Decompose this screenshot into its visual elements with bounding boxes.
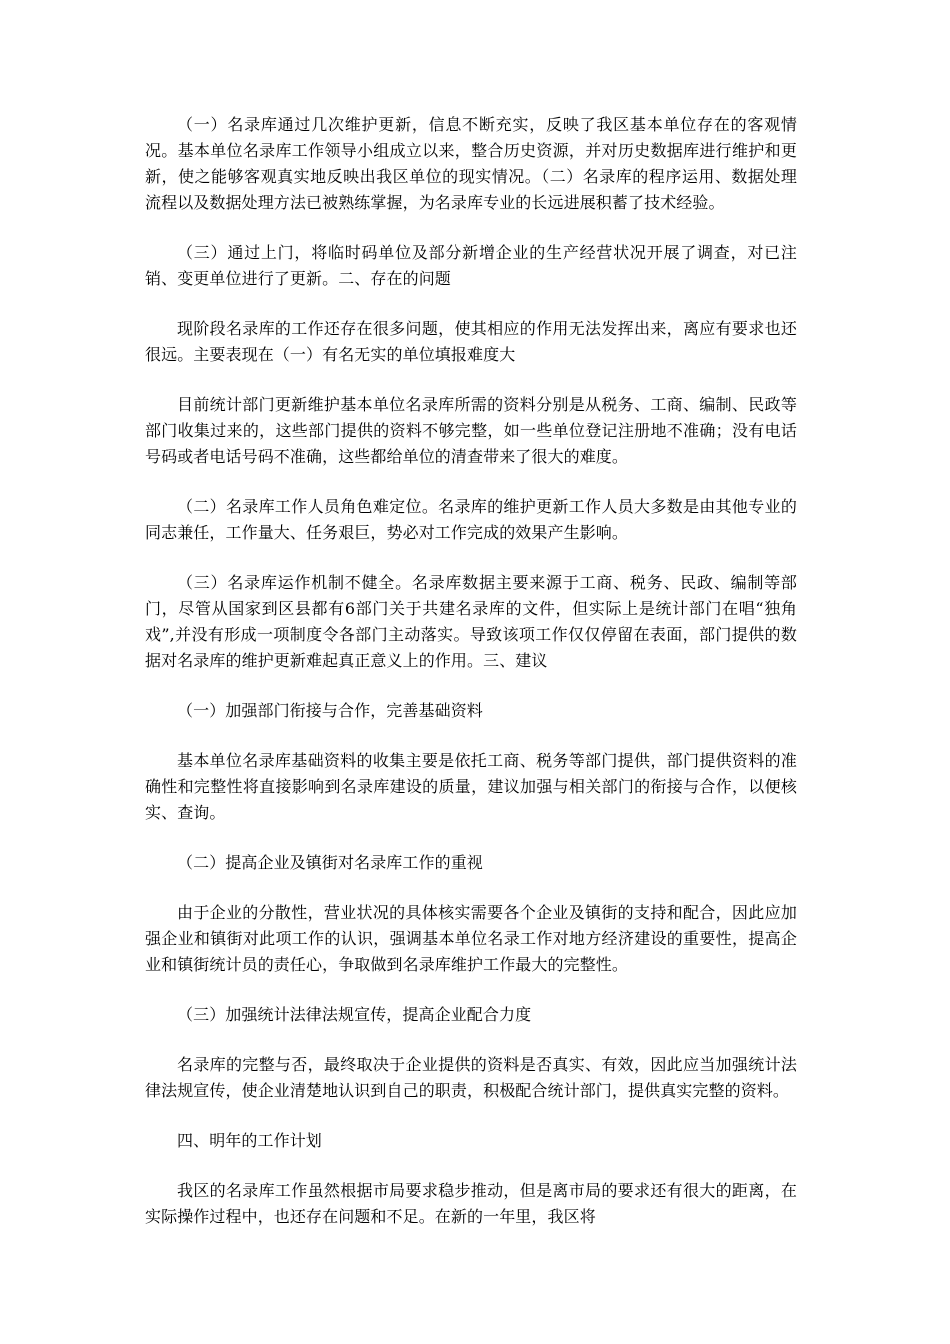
paragraph-1: （一）名录库通过几次维护更新，信息不断充实，反映了我区基本单位存在的客观情况。基本单位名录库工作领导小组成立以来，整合历史资源，并对历史数据库进行维护和更新，使之能够客观真实地反映出我区单位的现实情况。（二）名录库的程序运用、数据处理流程以及数据处理方法已被熟练掌握，为名录库专业的长远进展积蓄了技术经验。 (145, 115, 797, 212)
document-page (145, 112, 797, 1230)
section-heading-2: （二）提高企业及镇街对名录库工作的重视 (177, 853, 483, 872)
section-heading-3: （三）加强统计法律法规宣传，提高企业配合力度 (177, 1005, 532, 1024)
paragraph-9: 名录库的完整与否，最终取决于企业提供的资料是否真实、有效，因此应当加强统计法律法规宣传，使企业清楚地认识到自己的职责，积极配合统计部门，提供真实完整的资料。 (145, 1055, 797, 1100)
paragraph-4: 目前统计部门更新维护基本单位名录库所需的资料分别是从税务、工商、编制、民政等部门收集过来的，这些部门提供的资料不够完整，如一些单位登记注册地不准确；没有电话号码或者电话号码不准确，这些都给单位的清查带来了很大的难度。 (145, 395, 797, 466)
paragraph-3: 现阶段名录库的工作还存在很多问题，使其相应的作用无法发挥出来，离应有要求也还很远。主要表现在（一）有名无实的单位填报难度大 (145, 319, 797, 364)
paragraph-7: 基本单位名录库基础资料的收集主要是依托工商、税务等部门提供，部门提供资料的准确性和完整性将直接影响到名录库建设的质量，建议加强与相关部门的衔接与合作，以便核实、查询。 (145, 751, 797, 822)
paragraph-10: 我区的名录库工作虽然根据市局要求稳步推动，但是离市局的要求还有很大的距离，在实际操作过程中，也还存在问题和不足。在新的一年里，我区将 (145, 1181, 797, 1226)
section-heading-4: 四、明年的工作计划 (177, 1131, 322, 1150)
paragraph-8: 由于企业的分散性，营业状况的具体核实需要各个企业及镇街的支持和配合，因此应加强企业和镇街对此项工作的认识，强调基本单位名录工作对地方经济建设的重要性，提高企业和镇街统计员的责任心，争取做到名录库维护工作最大的完整性。 (145, 903, 797, 974)
paragraph-2: （三）通过上门，将临时码单位及部分新增企业的生产经营状况开展了调查，对已注销、变更单位进行了更新。二、存在的问题 (145, 243, 797, 288)
section-heading-1: （一）加强部门衔接与合作，完善基础资料 (177, 701, 483, 720)
paragraph-5: （二）名录库工作人员角色难定位。名录库的维护更新工作人员大多数是由其他专业的同志兼任，工作量大、任务艰巨，势必对工作完成的效果产生影响。 (145, 497, 797, 542)
paragraph-6: （三）名录库运作机制不健全。名录库数据主要来源于工商、税务、民政、编制等部门，尽管从国家到区县都有6部门关于共建名录库的文件，但实际上是统计部门在唱“独角戏”,并没有形成一项制度令各部门主动落实。导致该项工作仅仅停留在表面，部门提供的数据对名录库的维护更新难起真正意义上的作用。三、建议 (145, 573, 797, 670)
